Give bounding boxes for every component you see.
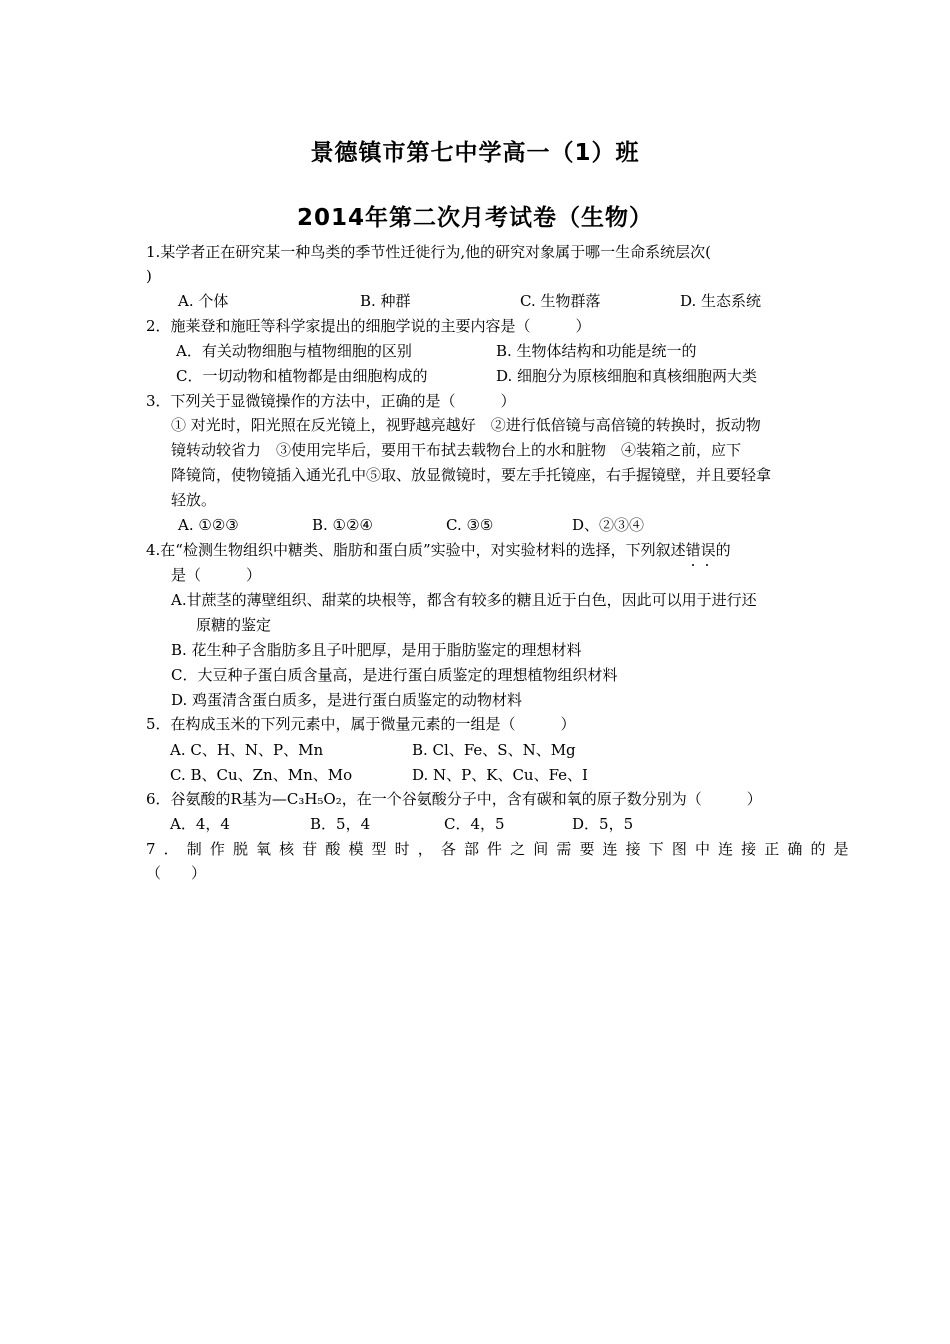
q1-option-a: A. 个体	[178, 292, 229, 310]
q2-option-c: C．一切动物和植物都是由细胞构成的	[176, 367, 428, 385]
q4-option-a-cont: 原糖的鉴定	[196, 616, 272, 634]
q4-stem-end: 的	[715, 541, 731, 559]
q4-stem-text: 4.在“检测生物组织中糖类、脂肪和蛋白质”实验中，对实验材料的选择，下列叙述	[146, 541, 686, 559]
q7-stem-cont: （ ）	[146, 864, 207, 882]
q1-option-c: C. 生物群落	[520, 292, 601, 310]
q3-option-d: D、②③④	[572, 516, 645, 534]
q3-body-line-3: 降镜筒，使物镜插入通光孔中⑤取、放显微镜时，要左手托镜座，右手握镜壁，并且要轻拿	[171, 466, 772, 484]
q6-option-d: D．5，5	[572, 815, 634, 833]
q5-option-b: B. Cl、Fe、S、N、Mg	[412, 741, 576, 759]
q4-stem	[146, 540, 731, 560]
q1-stem: 1.某学者正在研究某一种鸟类的季节性迁徙行为,他的研究对象属于哪一生命系统层次(	[146, 243, 711, 261]
q4-option-c: C．大豆种子蛋白质含量高，是进行蛋白质鉴定的理想植物组织材料	[171, 666, 618, 684]
q3-option-b: B. ①②④	[312, 516, 373, 534]
q5-stem: 5．在构成玉米的下列元素中，属于微量元素的一组是（ ）	[146, 715, 576, 733]
q2-stem: 2．施莱登和施旺等科学家提出的细胞学说的主要内容是（ ）	[146, 317, 591, 335]
q3-body-line-4: 轻放。	[171, 491, 217, 509]
q4-option-b: B. 花生种子含脂肪多且子叶肥厚，是用于脂肪鉴定的理想材料	[171, 641, 582, 659]
q3-body-line-2: 镜转动较省力 ③使用完毕后，要用干布拭去载物台上的水和脏物 ④装箱之前，应下	[171, 441, 742, 459]
q4-emphasis: 错误	[685, 541, 716, 559]
q5-option-d: D. N、P、K、Cu、Fe、I	[412, 766, 588, 784]
q3-option-a: A. ①②③	[178, 516, 239, 534]
q6-stem: 6．谷氨酸的R基为—C₃H₅O₂，在一个谷氨酸分子中，含有碳和氧的原子数分别为（ ）	[146, 790, 762, 808]
q2-option-a: A．有关动物细胞与植物细胞的区别	[176, 342, 412, 360]
q1-stem-cont: )	[146, 267, 152, 285]
q4-option-a: A.甘蔗茎的薄壁组织、甜菜的块根等，都含有较多的糖且近于白色，因此可以用于进行还	[171, 591, 757, 609]
q3-body-line-1: ① 对光时，阳光照在反光镜上，视野越亮越好 ②进行低倍镜与高倍镜的转换时，扳动物	[171, 416, 761, 434]
q2-option-b: B. 生物体结构和功能是统一的	[496, 342, 697, 360]
q4-option-d: D. 鸡蛋清含蛋白质多，是进行蛋白质鉴定的动物材料	[171, 691, 523, 709]
title-line-2: 2014年第二次月考试卷（生物）	[296, 205, 653, 231]
q5-option-c: C. B、Cu、Zn、Mn、Mo	[170, 766, 353, 784]
title-line-1: 景德镇市第七中学高一（1）班	[310, 140, 640, 166]
q2-option-d: D. 细胞分为原核细胞和真核细胞两大类	[496, 367, 758, 385]
q3-stem: 3．下列关于显微镜操作的方法中，正确的是（ ）	[146, 392, 516, 410]
q3-option-c: C. ③⑤	[446, 516, 494, 534]
q5-option-a: A. C、H、N、P、Mn	[170, 741, 324, 759]
q6-option-b: B．5，4	[310, 815, 371, 833]
q4-stem-cont: 是（ ）	[171, 566, 262, 584]
q6-option-a: A．4，4	[170, 815, 230, 833]
q7-stem: 7．制作脱氧核苷酸模型时，各部件之间需要连接下图中连接正确的是	[146, 840, 857, 858]
q1-option-b: B. 种群	[360, 292, 411, 310]
q6-option-c: C．4，5	[444, 815, 505, 833]
q1-option-d: D. 生态系统	[680, 292, 762, 310]
